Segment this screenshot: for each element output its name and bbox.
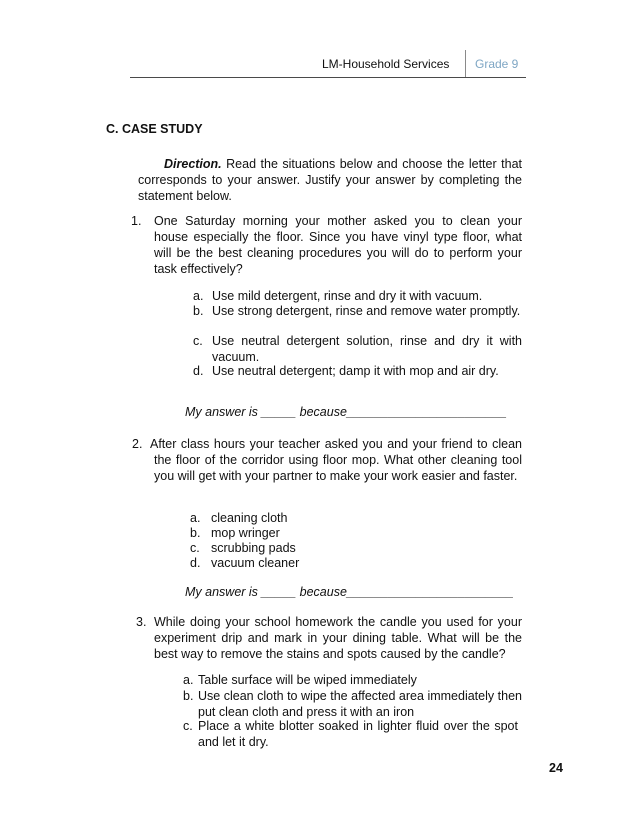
q1-option-b-letter: b. [193,304,204,318]
q2-option-a-letter: a. [190,511,201,525]
q3-option-b-letter: b. [183,689,194,703]
header-title: LM-Household Services [322,57,450,71]
q3-option-a-letter: a. [183,673,194,687]
q3-option-c-letter: c. [183,719,193,733]
direction-paragraph [138,156,522,204]
q3-option-a-text: Table surface will be wiped immediately [198,673,417,687]
page-number: 24 [549,761,563,775]
q2-option-b-letter: b. [190,526,201,540]
q1-option-a-letter: a. [193,289,204,303]
q3-option-c-text: Place a white blotter soaked in lighter fluid over the spot and let it dry. [198,719,518,749]
direction-label: Direction. [164,157,222,171]
question-1-number: 1. [131,214,142,228]
q2-option-a-text: cleaning cloth [211,511,288,525]
q3-option-b-text: Use clean cloth to wipe the affected area immediately then put clean cloth and press it with an iron [198,689,522,719]
q2-option-c-text: scrubbing pads [211,541,296,555]
q1-option-d-letter: d. [193,364,204,378]
q1-option-a-text: Use mild detergent, rinse and dry it with vacuum. [212,289,483,303]
header-grade: Grade 9 [475,57,519,71]
question-2-number: 2. [132,437,143,451]
q1-option-d-text: Use neutral detergent; damp it with mop and air dry. [212,364,499,378]
question-3-number: 3. [136,615,147,629]
q1-option-c-letter: c. [193,334,203,348]
question-3-text: While doing your school homework the candle you used for your experiment drip and mark in your dining table. What will be the best way to remove the stains and spots caused by the candle? [154,615,522,661]
header-divider [465,50,466,77]
direction-text: Read the situations below and choose the letter that corresponds to your answer. Justify your answer by completing the statement below. [138,157,522,203]
header-rule [130,77,526,78]
q2-option-b-text: mop wringer [211,526,280,540]
question-1-text: One Saturday morning your mother asked you to clean your house especially the floor. Since you have vinyl type floor, what will be the best cleaning procedures you will do to perform your task effectively? [154,214,522,276]
section-title: C. CASE STUDY [106,122,203,136]
q2-option-c-letter: c. [190,541,200,555]
q2-answer-line: My answer is _____ because________________________ [185,585,514,599]
q2-option-d-text: vacuum cleaner [211,556,300,570]
q2-option-d-letter: d. [190,556,201,570]
q1-option-c-text: Use neutral detergent solution, rinse and dry it with vacuum. [212,334,522,364]
q1-answer-line: My answer is _____ because_______________________ [185,405,507,419]
question-2-text: After class hours your teacher asked you and your friend to clean the floor of the corridor using floor mop. What other cleaning tool you will get with your partner to make your work easier and faster. [150,437,522,483]
q1-option-b-text: Use strong detergent, rinse and remove water promptly. [212,304,521,318]
